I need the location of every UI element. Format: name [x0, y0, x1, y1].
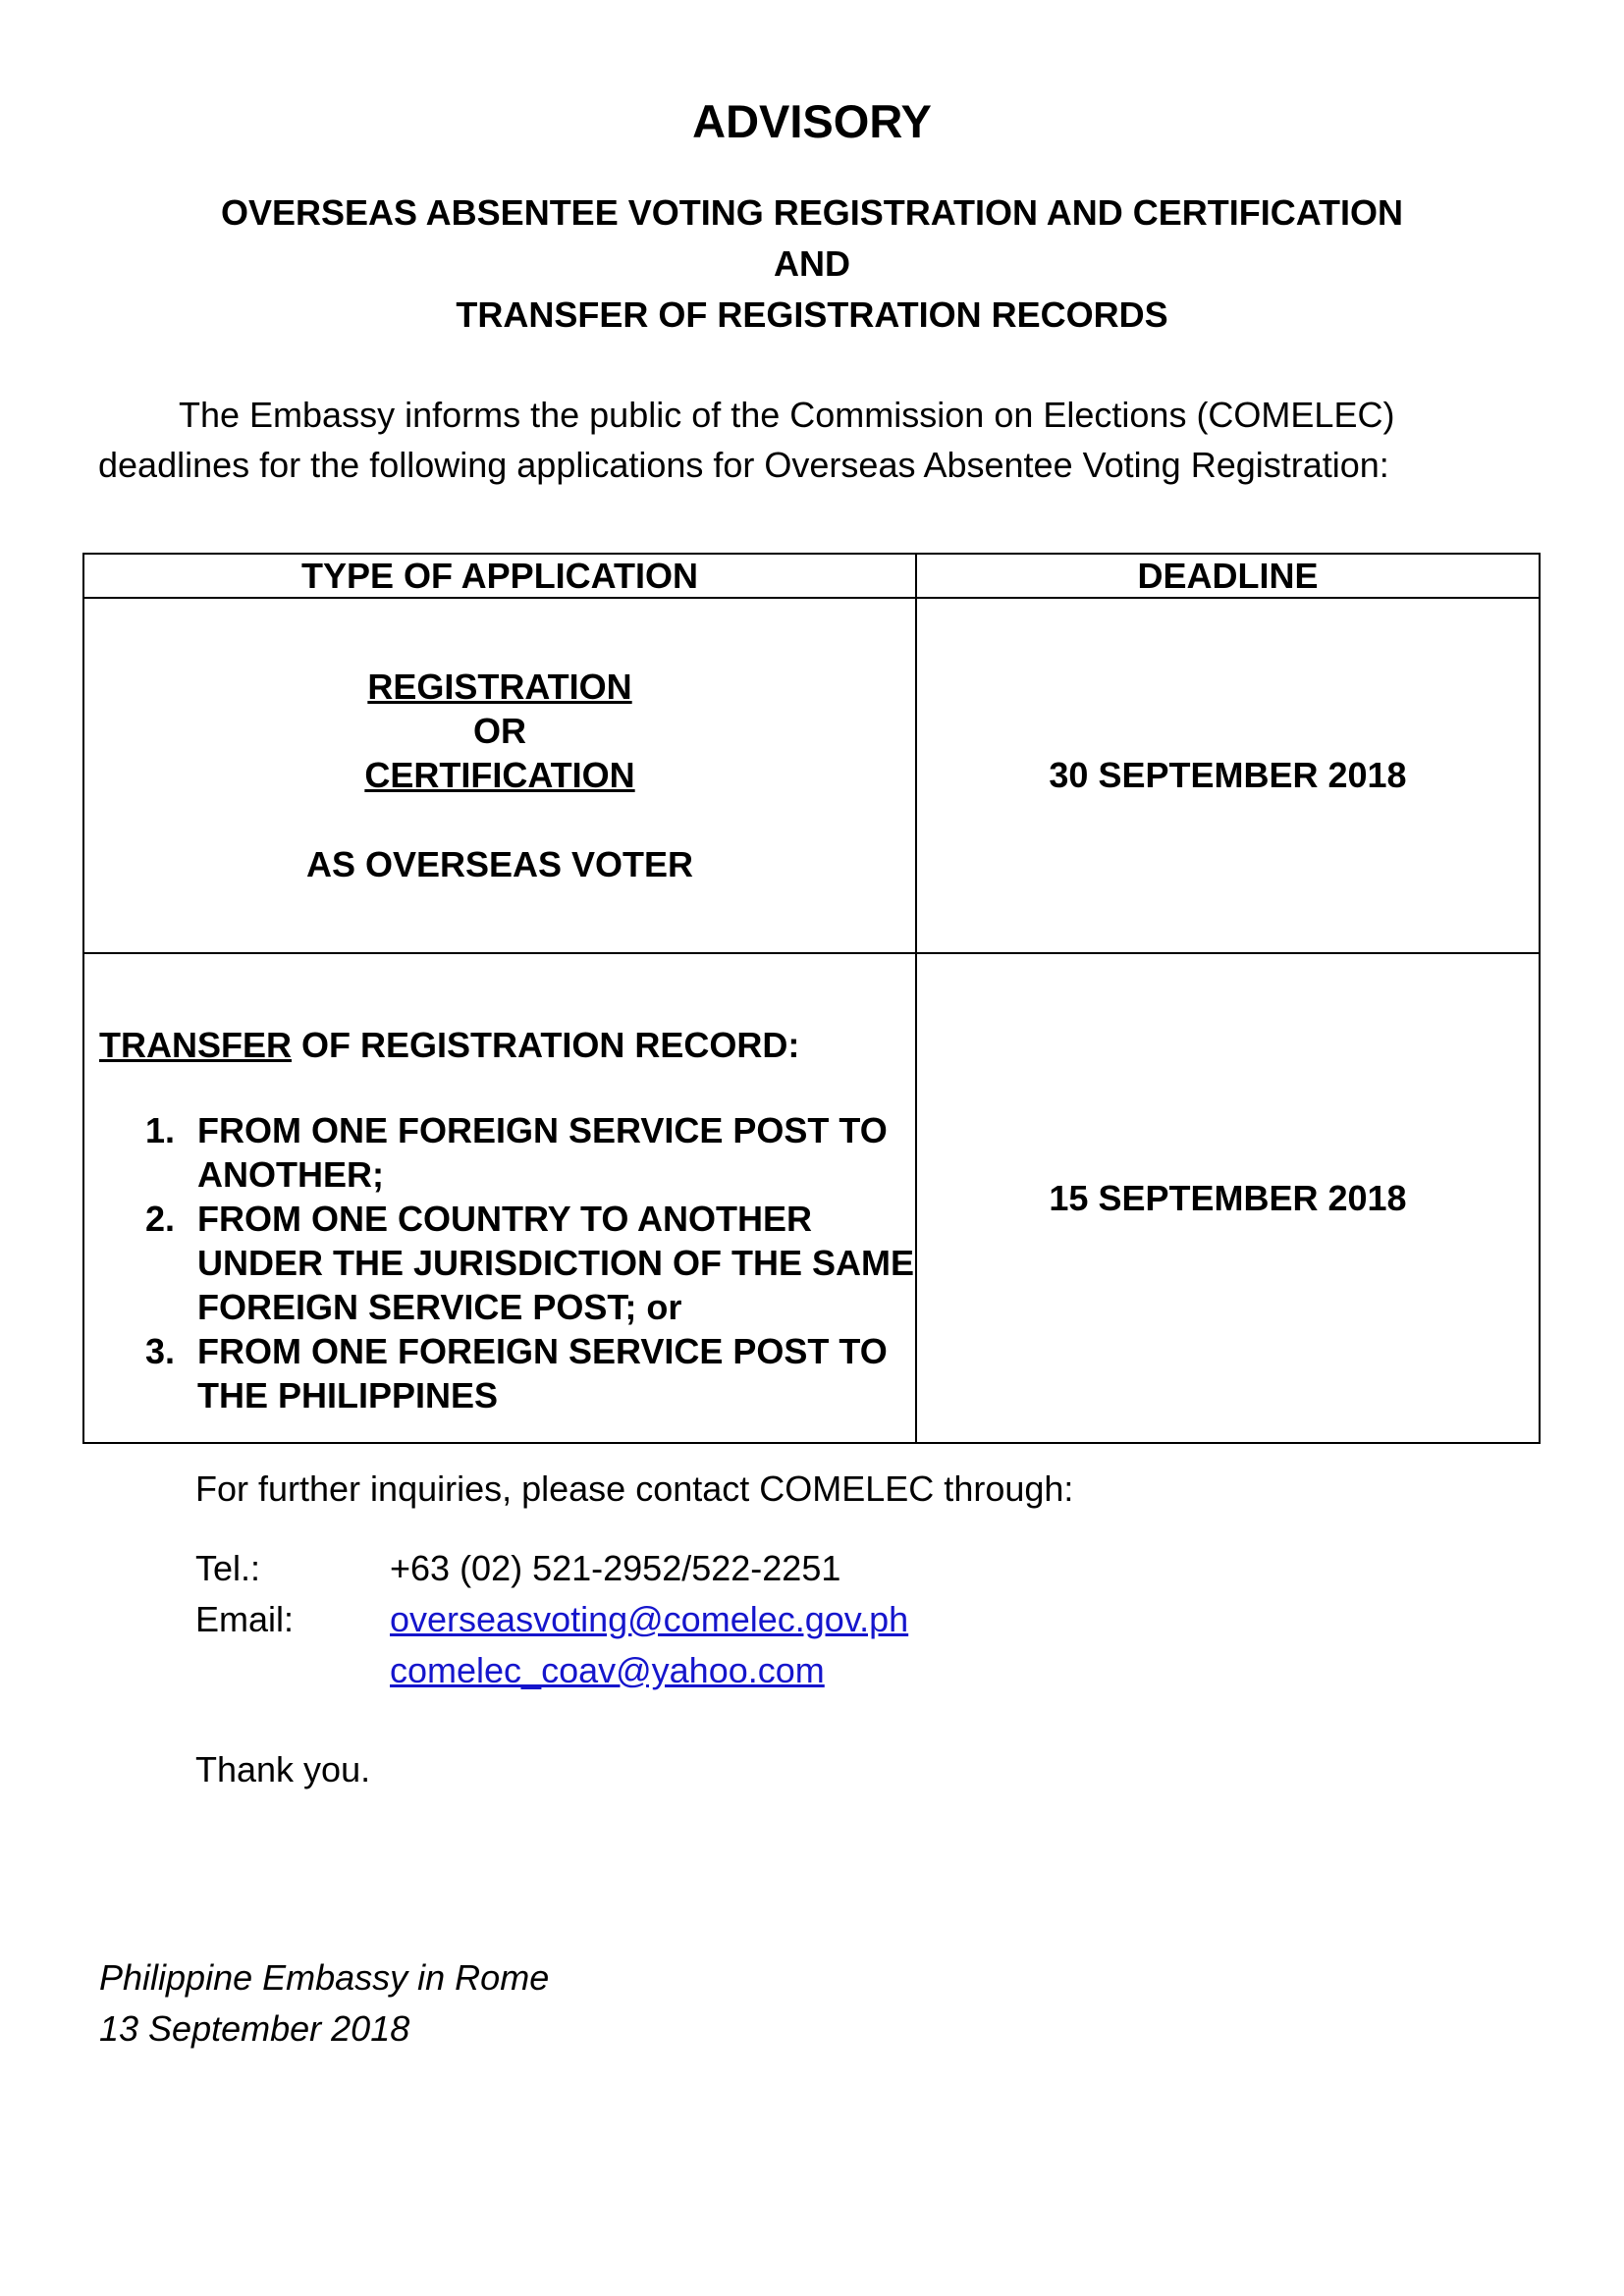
list-item: FROM ONE FOREIGN SERVICE POST TO ANOTHER;: [197, 1109, 888, 1195]
intro-paragraph: The Embassy informs the public of the Commission on Elections (COMELEC) deadlines for the following applications for Overseas Absentee Voting Registration:: [98, 395, 1395, 486]
header-type-of-application: TYPE OF APPLICATION: [83, 554, 916, 598]
list-item: FROM ONE FOREIGN SERVICE POST TO THE PHILIPPINES: [197, 1330, 888, 1415]
transfer-list: [84, 1108, 915, 1417]
email-label: Email:: [195, 1599, 295, 1639]
or-label: OR: [473, 711, 526, 751]
table-row: [83, 598, 1540, 953]
header-deadline: DEADLINE: [916, 554, 1540, 598]
transfer-cell: [83, 953, 916, 1443]
transfer-heading-rest: OF REGISTRATION RECORD:: [292, 1024, 800, 1065]
transfer-heading: [99, 1023, 915, 1067]
registration-label: REGISTRATION: [367, 667, 632, 707]
advisory-title: ADVISORY: [692, 95, 932, 147]
overseas-voter-label: AS OVERSEAS VOTER: [305, 844, 694, 884]
registration-cell: [83, 598, 916, 953]
signature-date: 13 September 2018: [99, 2008, 410, 2049]
tel-value: +63 (02) 521-2952/522-2251: [390, 1548, 841, 1588]
list-item: FROM ONE COUNTRY TO ANOTHER UNDER THE JURISDICTION OF THE SAME FOREIGN SERVICE POST; or: [197, 1198, 915, 1327]
deadlines-table: [82, 553, 1541, 1444]
subtitle-line-3: TRANSFER OF REGISTRATION RECORDS: [456, 294, 1168, 335]
thank-you-text: Thank you.: [195, 1749, 371, 1789]
email-link-comelec-coav[interactable]: comelec_coav@yahoo.com: [390, 1650, 825, 1690]
inquiry-text: For further inquiries, please contact COMELEC through:: [195, 1468, 1074, 1509]
email-link-overseasvoting[interactable]: overseasvoting@comelec.gov.ph: [390, 1599, 909, 1639]
transfer-heading-underlined: TRANSFER: [99, 1024, 292, 1065]
tel-label: Tel.:: [195, 1548, 261, 1588]
subtitle-line-2: AND: [774, 243, 850, 284]
signatory: Philippine Embassy in Rome: [99, 1957, 550, 1998]
certification-label: CERTIFICATION: [364, 755, 635, 795]
registration-deadline: 30 SEPTEMBER 2018: [916, 598, 1540, 953]
transfer-deadline: 15 SEPTEMBER 2018: [916, 953, 1540, 1443]
subtitle-line-1: OVERSEAS ABSENTEE VOTING REGISTRATION AND CERTIFICATION: [220, 192, 1404, 233]
table-row: [83, 953, 1540, 1443]
table-header-row: [83, 554, 1540, 598]
